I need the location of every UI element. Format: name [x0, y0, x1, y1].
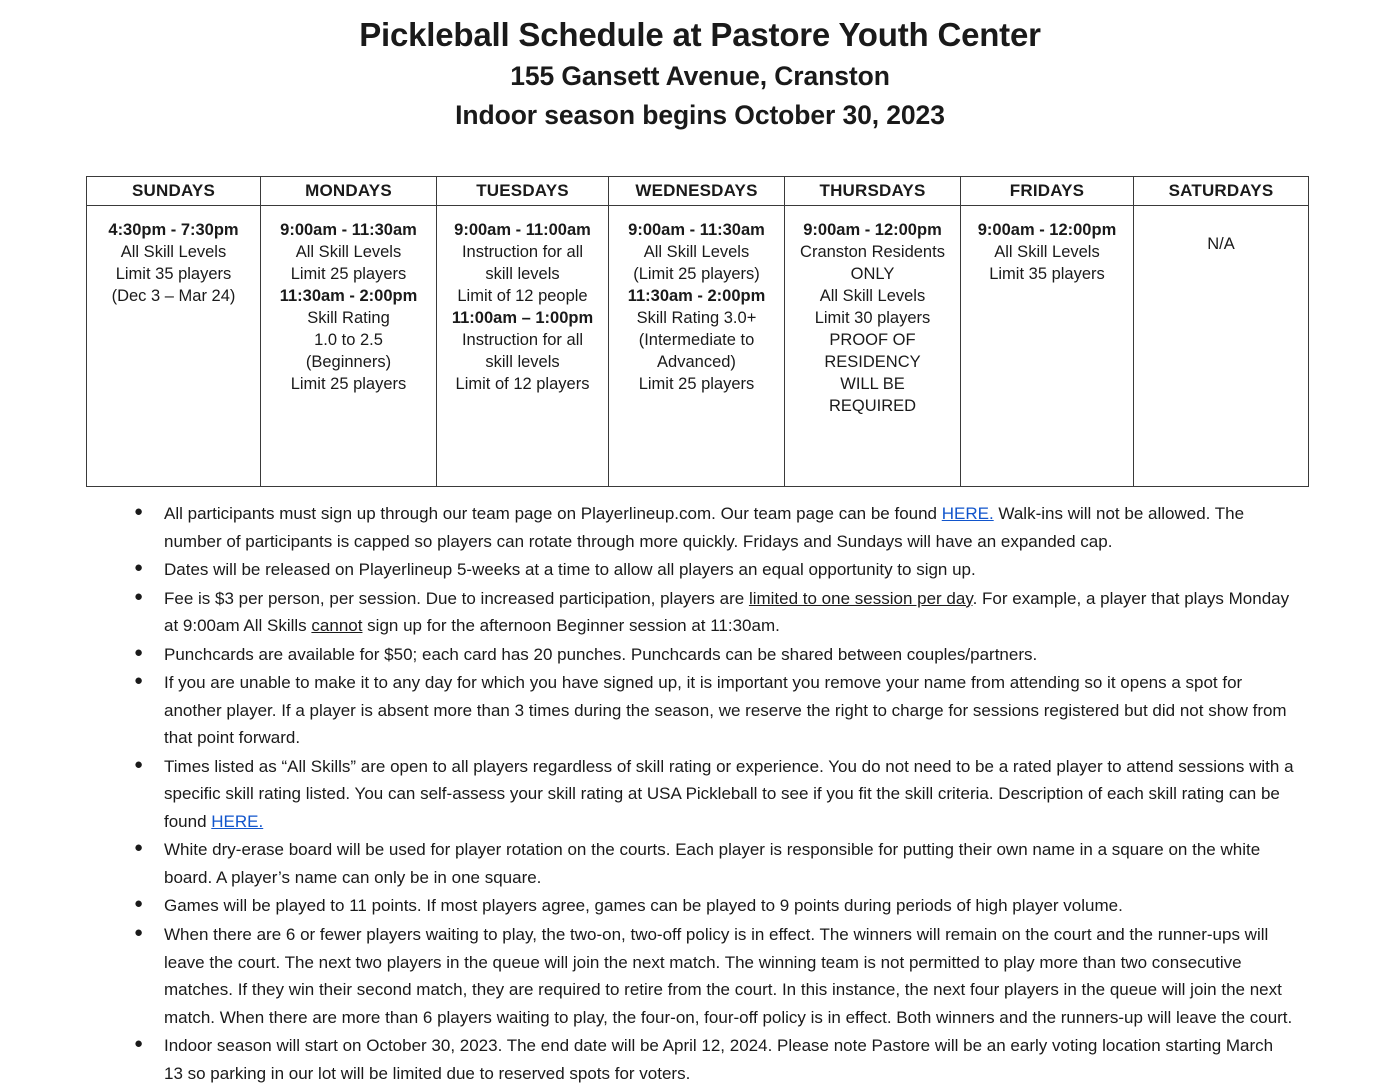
- session-tuesday-morning: [441, 220, 604, 308]
- cell-tuesdays: [437, 206, 609, 487]
- emphasis-one-session-per-day: limited to one session per day: [748, 588, 973, 608]
- column-header-sundays: SUNDAYS: [87, 177, 261, 206]
- bullet-icon: ●: [134, 923, 144, 941]
- bullet-icon: ●: [134, 839, 144, 857]
- session-wednesday-morning: [613, 220, 780, 286]
- note-text: Dates will be released on Playerlineup 5-weeks at a time to allow all players an equal opportunity to sign up.: [164, 560, 976, 580]
- saturday-no-sessions: N/A: [1207, 235, 1235, 253]
- note-text: Punchcards are available for $50; each card has 20 punches. Punchcards can be shared between couples/partners.: [164, 644, 1038, 664]
- notice-line: REQUIRED: [828, 396, 917, 415]
- column-header-mondays: MONDAYS: [261, 177, 437, 206]
- list-item: [130, 669, 1295, 752]
- session-detail: Limit 25 players: [290, 374, 407, 393]
- cell-sundays: [87, 206, 261, 487]
- session-wednesday-midday: [613, 286, 780, 396]
- bullet-icon: ●: [134, 503, 144, 520]
- column-header-tuesdays: TUESDAYS: [437, 177, 609, 206]
- note-text-part: Walk-ins will not be allowed. The number of participants is capped so players can rotate through more quickly. Fridays and Sundays will have an expanded cap.: [164, 504, 1245, 551]
- session-thursday-morning: [789, 220, 956, 330]
- session-detail: skill levels: [485, 352, 560, 371]
- session-detail: Limit 25 players: [638, 374, 755, 393]
- session-detail: (Beginners): [305, 352, 392, 371]
- session-detail: ONLY: [850, 264, 895, 283]
- policy-notes-list: [130, 500, 1295, 1087]
- emphasis-cannot: cannot: [311, 616, 363, 636]
- session-detail: Instruction for all: [461, 330, 584, 349]
- session-detail: Limit 35 players: [115, 264, 232, 283]
- session-detail: Limit of 12 players: [455, 374, 590, 393]
- cell-saturdays: [1134, 206, 1309, 487]
- table-header-row: [87, 177, 1309, 206]
- session-detail: Limit 25 players: [290, 264, 407, 283]
- bullet-icon: ●: [134, 559, 144, 577]
- policy-notes: [130, 500, 1295, 1088]
- session-detail: Limit 35 players: [989, 264, 1105, 283]
- column-header-fridays: FRIDAYS: [961, 177, 1134, 206]
- list-item: [130, 1032, 1295, 1087]
- session-detail: 1.0 to 2.5: [314, 330, 383, 349]
- bullet-icon: ●: [134, 587, 144, 605]
- session-detail: Limit of 12 people: [457, 286, 588, 305]
- session-detail: Instruction for all: [461, 242, 584, 261]
- season-start-note: Indoor season begins October 30, 2023: [455, 99, 945, 130]
- column-header-saturdays: SATURDAYS: [1134, 177, 1309, 206]
- cell-fridays: [961, 206, 1134, 487]
- note-text-part: Times listed as “All Skills” are open to all players regardless of skill rating or experience. You do not need to be a rated player to attend sessions with a specific skill rating listed. You can self-assess your skill rating at USA Pickleball to see if you fit the skill criteria. Description of each skill rating can be found: [164, 756, 1294, 831]
- venue-address: 155 Gansett Avenue, Cranston: [510, 61, 890, 92]
- column-header-thursdays: THURSDAYS: [785, 177, 961, 206]
- notice-line: PROOF OF: [829, 330, 916, 349]
- list-item: [130, 585, 1295, 640]
- bullet-icon: ●: [134, 672, 144, 690]
- session-sunday-evening: [91, 220, 256, 308]
- session-monday-midday: [265, 286, 432, 396]
- list-item: [130, 641, 1295, 669]
- bullet-icon: ●: [134, 895, 144, 913]
- notice-line: RESIDENCY: [824, 352, 921, 371]
- note-text: Indoor season will start on October 30, 2023. The end date will be April 12, 2024. Please note Pastore will be an early voting location starting March 13 so parking in our lot will be limited due to reserved spots for voters.: [164, 1036, 1274, 1083]
- list-item: [130, 836, 1295, 891]
- session-time: 11:30am - 2:00pm: [279, 286, 418, 305]
- note-text-part: sign up for the afternoon Beginner session at 11:30am.: [362, 616, 780, 636]
- list-item: [130, 556, 1295, 584]
- weekly-schedule-table: [86, 176, 1309, 487]
- bullet-icon: ●: [134, 1035, 144, 1053]
- session-detail: skill levels: [485, 264, 560, 283]
- note-text: If you are unable to make it to any day for which you have signed up, it is important you remove your name from attending so it opens a spot for another player. If a player is absent more than 3 times during the season, we reserve the right to charge for sessions registered but did not show from that point forward.: [164, 673, 1287, 748]
- note-text: White dry-erase board will be used for player rotation on the courts. Each player is responsible for putting their own name in a square on the white board. A player’s name can only be in one square.: [164, 840, 1261, 887]
- note-text: Games will be played to 11 points. If most players agree, games can be played to 9 points during periods of high player volume.: [164, 896, 1123, 916]
- session-detail: (Intermediate to: [638, 330, 755, 349]
- session-detail: (Limit 25 players): [633, 264, 760, 283]
- list-item: [130, 500, 1295, 555]
- note-text-part: . For example, a player that plays Monday at 9:00am All Skills: [164, 588, 1290, 636]
- list-item: [130, 921, 1295, 1031]
- session-time: 9:00am - 11:00am: [454, 221, 591, 239]
- list-item: [130, 753, 1295, 836]
- session-time: 9:00am - 11:30am: [628, 221, 765, 239]
- session-detail: All Skill Levels: [994, 242, 1100, 261]
- cell-wednesdays: [609, 206, 785, 487]
- skill-rating-here-link[interactable]: HERE.: [211, 811, 264, 831]
- table-body-row: [87, 206, 1309, 487]
- bullet-icon: ●: [134, 643, 144, 661]
- bullet-icon: ●: [134, 755, 144, 773]
- session-monday-morning: [265, 220, 432, 286]
- session-time: 11:30am - 2:00pm: [627, 286, 766, 305]
- list-item: [130, 892, 1295, 920]
- session-time: 9:00am - 12:00pm: [977, 221, 1117, 239]
- session-detail: All Skill Levels: [295, 242, 402, 261]
- session-detail: (Dec 3 – Mar 24): [111, 286, 236, 305]
- session-detail: Advanced): [657, 352, 736, 371]
- session-detail: All Skill Levels: [120, 242, 227, 261]
- note-text-part: Fee is $3 per person, per session. Due to increased participation, players are: [164, 588, 749, 608]
- session-friday-morning: [965, 220, 1129, 286]
- session-time: 4:30pm - 7:30pm: [108, 221, 239, 239]
- schedule-table-wrapper: [86, 176, 1308, 487]
- session-detail: Skill Rating: [307, 308, 390, 327]
- session-detail: All Skill Levels: [643, 242, 750, 261]
- session-time: 11:00am – 1:00pm: [451, 308, 594, 327]
- session-detail: All Skill Levels: [819, 286, 926, 305]
- thursday-residency-notice: [789, 330, 956, 418]
- session-time: 9:00am - 12:00pm: [803, 221, 942, 239]
- column-header-wednesdays: WEDNESDAYS: [609, 177, 785, 206]
- cell-mondays: [261, 206, 437, 487]
- page-title: Pickleball Schedule at Pastore Youth Center: [359, 16, 1041, 53]
- playerlineup-here-link[interactable]: HERE.: [941, 504, 994, 523]
- session-detail: Cranston Residents: [800, 242, 945, 261]
- note-text: When there are 6 or fewer players waiting to play, the two-on, two-off policy is in effect. The winners will remain on the court and the runner-ups will leave the court. The next two players in the queue will join the next match. The winning team is not permitted to play more than two consecutive matches. If they win their second match, they are required to retire from the court. In this instance, the next four players in the queue will join the next match. When there are more than 6 players waiting to play, the four-on, four-off policy is in effect. Both winners and the runners-up will leave the court.: [164, 924, 1293, 1027]
- cell-thursdays: [785, 206, 961, 487]
- session-detail: Limit 30 players: [814, 308, 931, 327]
- session-time: 9:00am - 11:30am: [280, 221, 417, 239]
- notice-line: WILL BE: [840, 374, 905, 393]
- session-tuesday-midday: [441, 308, 604, 396]
- document-heading: [0, 0, 1400, 132]
- note-text-part: All participants must sign up through our team page on Playerlineup.com. Our team page can be found: [164, 504, 942, 523]
- session-detail: Skill Rating 3.0+: [636, 308, 757, 327]
